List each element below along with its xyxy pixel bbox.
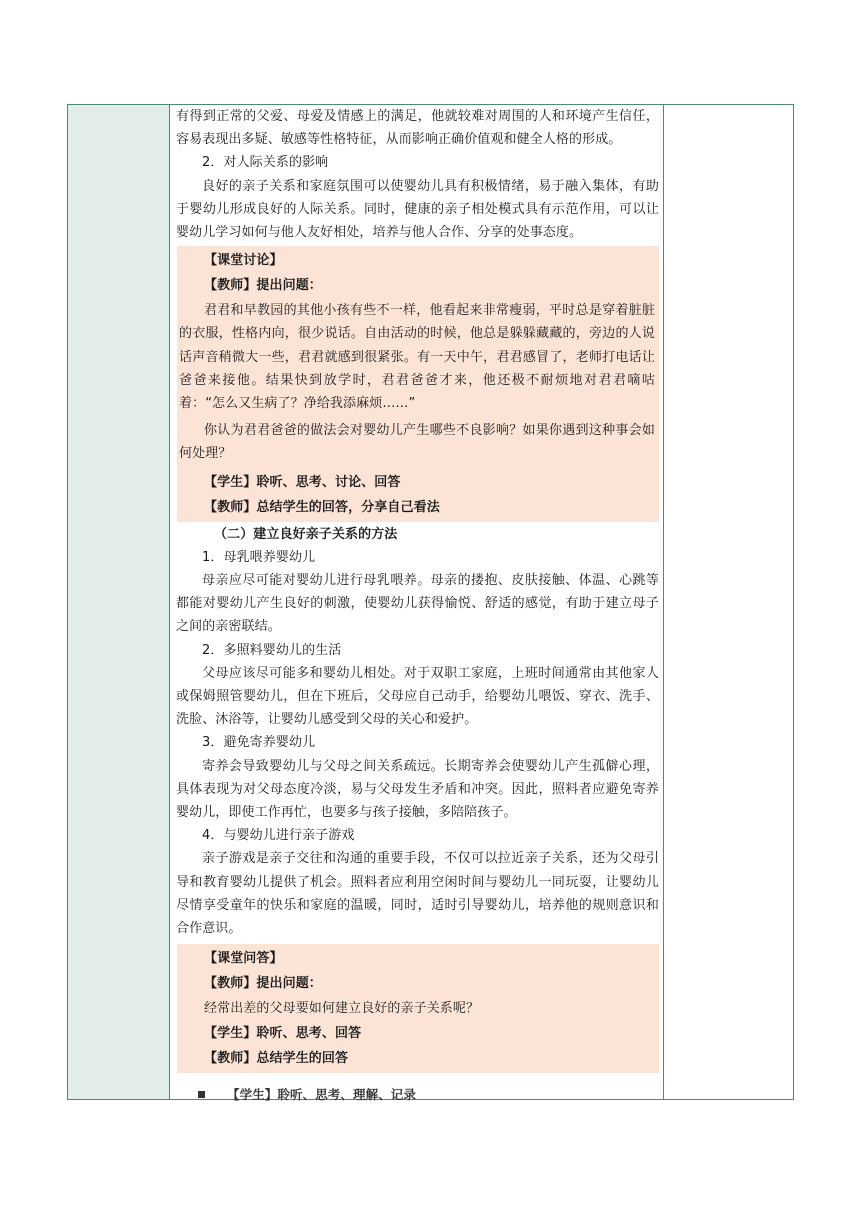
section-2-heading: 2．对人际关系的影响 bbox=[202, 155, 329, 171]
main-content bbox=[176, 105, 659, 1107]
discussion-box bbox=[177, 246, 659, 521]
top-paragraph: 有得到正常的父爱、母爱及情感上的满足，他就较难对周围的人和环境产生信任，容易表现出多疑、敏感等性格特征，从而影响正确价值观和健全人格的形成。 bbox=[176, 109, 659, 148]
method-3-title: 3．避免寄养婴幼儿 bbox=[202, 735, 316, 751]
square-bullet-icon bbox=[198, 1091, 205, 1098]
qa-teacher-ask: 【教师】提出问题： bbox=[204, 976, 322, 992]
method-1-title: 1．母乳喂养婴幼儿 bbox=[202, 549, 316, 565]
final-line-text: 【学生】聆听、思考、理解、记录 bbox=[227, 1087, 417, 1103]
discussion-teacher-ask: 【教师】提出问题： bbox=[204, 278, 322, 294]
left-column bbox=[68, 105, 170, 1099]
method-4-title: 4．与婴幼儿进行亲子游戏 bbox=[202, 828, 355, 844]
part-2-heading: （二）建立良好亲子关系的方法 bbox=[214, 526, 398, 542]
final-row bbox=[176, 1083, 659, 1106]
qa-title: 【课堂问答】 bbox=[204, 951, 283, 967]
qa-question: 经常出差的父母要如何建立良好的亲子关系呢？ bbox=[204, 1001, 480, 1017]
discussion-student: 【学生】聆听、思考、讨论、回答 bbox=[204, 474, 401, 490]
discussion-case: 君君和早教园的其他小孩有些不一样，他看起来非常瘦弱，平时总是穿着脏脏的衣服，性格内向，很少说话。自由活动的时候，他总是躲躲藏藏的，旁边的人说话声音稍微大一些，君君就感到很紧张。有一天中午，君君感冒了，老师打电话让爸爸来接他。结果快到放学时，君君爸爸才来，他还极不耐烦地对君君嘀咕着：“怎么又生病了？净给我添麻烦……” bbox=[179, 303, 655, 412]
qa-teacher-summary: 【教师】总结学生的回答 bbox=[204, 1051, 349, 1067]
discussion-title: 【课堂讨论】 bbox=[204, 253, 283, 269]
discussion-teacher-summary: 【教师】总结学生的回答，分享自己看法 bbox=[204, 499, 440, 515]
discussion-question: 你认为君君爸爸的做法会对婴幼儿产生哪些不良影响？如果你遇到这种事会如何处理？ bbox=[179, 423, 655, 462]
lesson-table bbox=[67, 104, 794, 1103]
method-2-text: 父母应该尽可能多和婴幼儿相处。对于双职工家庭，上班时间通常由其他家人或保姆照管婴幼儿，但在下班后，父母应自己动手，给婴幼儿喂饭、穿衣、洗手、洗脸、沐浴等，让婴幼儿感受到父母的关心和爱护。 bbox=[176, 665, 659, 728]
qa-student: 【学生】聆听、思考、回答 bbox=[204, 1026, 362, 1042]
qa-box bbox=[177, 944, 659, 1073]
right-column bbox=[663, 105, 793, 1099]
section-2-text: 良好的亲子关系和家庭氛围可以使婴幼儿具有积极情绪，易于融入集体，有助于婴幼儿形成良好的人际关系。同时，健康的亲子相处模式具有示范作用，可以让婴幼儿学习如何与他人友好相处，培养与他人合作、分享的处事态度。 bbox=[176, 178, 659, 241]
method-4-text: 亲子游戏是亲子交往和沟通的重要手段，不仅可以拉近亲子关系，还为父母引导和教育婴幼儿提供了机会。照料者应利用空闲时间与婴幼儿一同玩耍，让婴幼儿尽情享受童年的快乐和家庭的温暖，同时，适时引导婴幼儿，培养他的规则意识和合作意识。 bbox=[176, 851, 659, 937]
method-2-title: 2．多照料婴幼儿的生活 bbox=[202, 642, 342, 658]
method-1-text: 母亲应尽可能对婴幼儿进行母乳喂养。母亲的搂抱、皮肤接触、体温、心跳等都能对婴幼儿产生良好的刺激，使婴幼儿获得愉悦、舒适的感觉，有助于建立母子之间的亲密联结。 bbox=[176, 573, 659, 635]
method-3-text: 寄养会导致婴幼儿与父母之间关系疏远。长期寄养会使婴幼儿产生孤僻心理，具体表现为对父母态度冷淡，易与父母发生矛盾和冲突。因此，照料者应避免寄养婴幼儿，即使工作再忙，也要多与孩子接触，多陪陪孩子。 bbox=[176, 758, 659, 821]
